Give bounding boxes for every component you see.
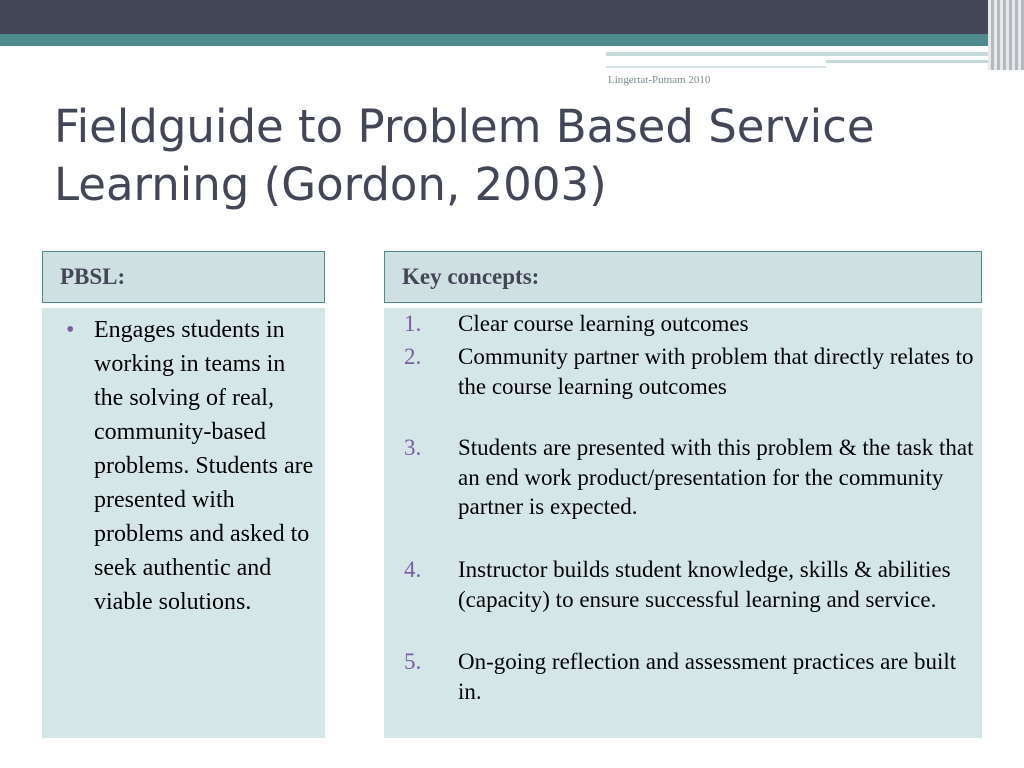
slide-credit: Lingertat-Putnam 2010	[608, 74, 711, 86]
title-line-1: Fieldguide to Problem Based Service	[54, 100, 875, 153]
pbsl-heading: PBSL:	[42, 251, 325, 303]
top-dark-bar	[0, 0, 1024, 34]
item-text: Community partner with problem that directly relates to the course learning outcomes	[458, 344, 974, 399]
bullet-text: Engages students in working in teams in the solving of real, community-based problems. Students are presented with problems and asked to seek authentic and viable solutions.	[94, 317, 314, 615]
item-number: 3.	[404, 435, 422, 460]
list-item	[404, 555, 974, 614]
item-text: On-going reflection and assessment practices are built in.	[458, 649, 957, 704]
title-line-2: Learning (Gordon, 2003)	[54, 158, 607, 211]
item-number: 5.	[404, 649, 422, 674]
list-item	[404, 342, 974, 401]
key-concepts-heading: Key concepts:	[384, 251, 982, 303]
item-text: Students are presented with this problem & the task that an end work product/presentation for the community partner is expected.	[458, 435, 974, 519]
list-item	[404, 647, 974, 706]
decorative-line	[606, 52, 1006, 56]
top-teal-bar	[0, 34, 1024, 46]
decorative-line	[826, 60, 1006, 63]
decorative-stripes	[988, 0, 1024, 70]
item-text: Clear course learning outcomes	[458, 311, 749, 336]
item-number: 2.	[404, 344, 422, 369]
slide-title	[54, 98, 954, 214]
item-number: 4.	[404, 557, 422, 582]
item-number: 1.	[404, 311, 422, 336]
bullet-icon: •	[66, 317, 75, 343]
list-item	[52, 313, 317, 619]
list-item	[404, 433, 974, 522]
decorative-line	[606, 66, 826, 68]
list-item	[404, 309, 974, 339]
item-text: Instructor builds student knowledge, skills & abilities (capacity) to ensure successful learning and service.	[458, 557, 951, 612]
